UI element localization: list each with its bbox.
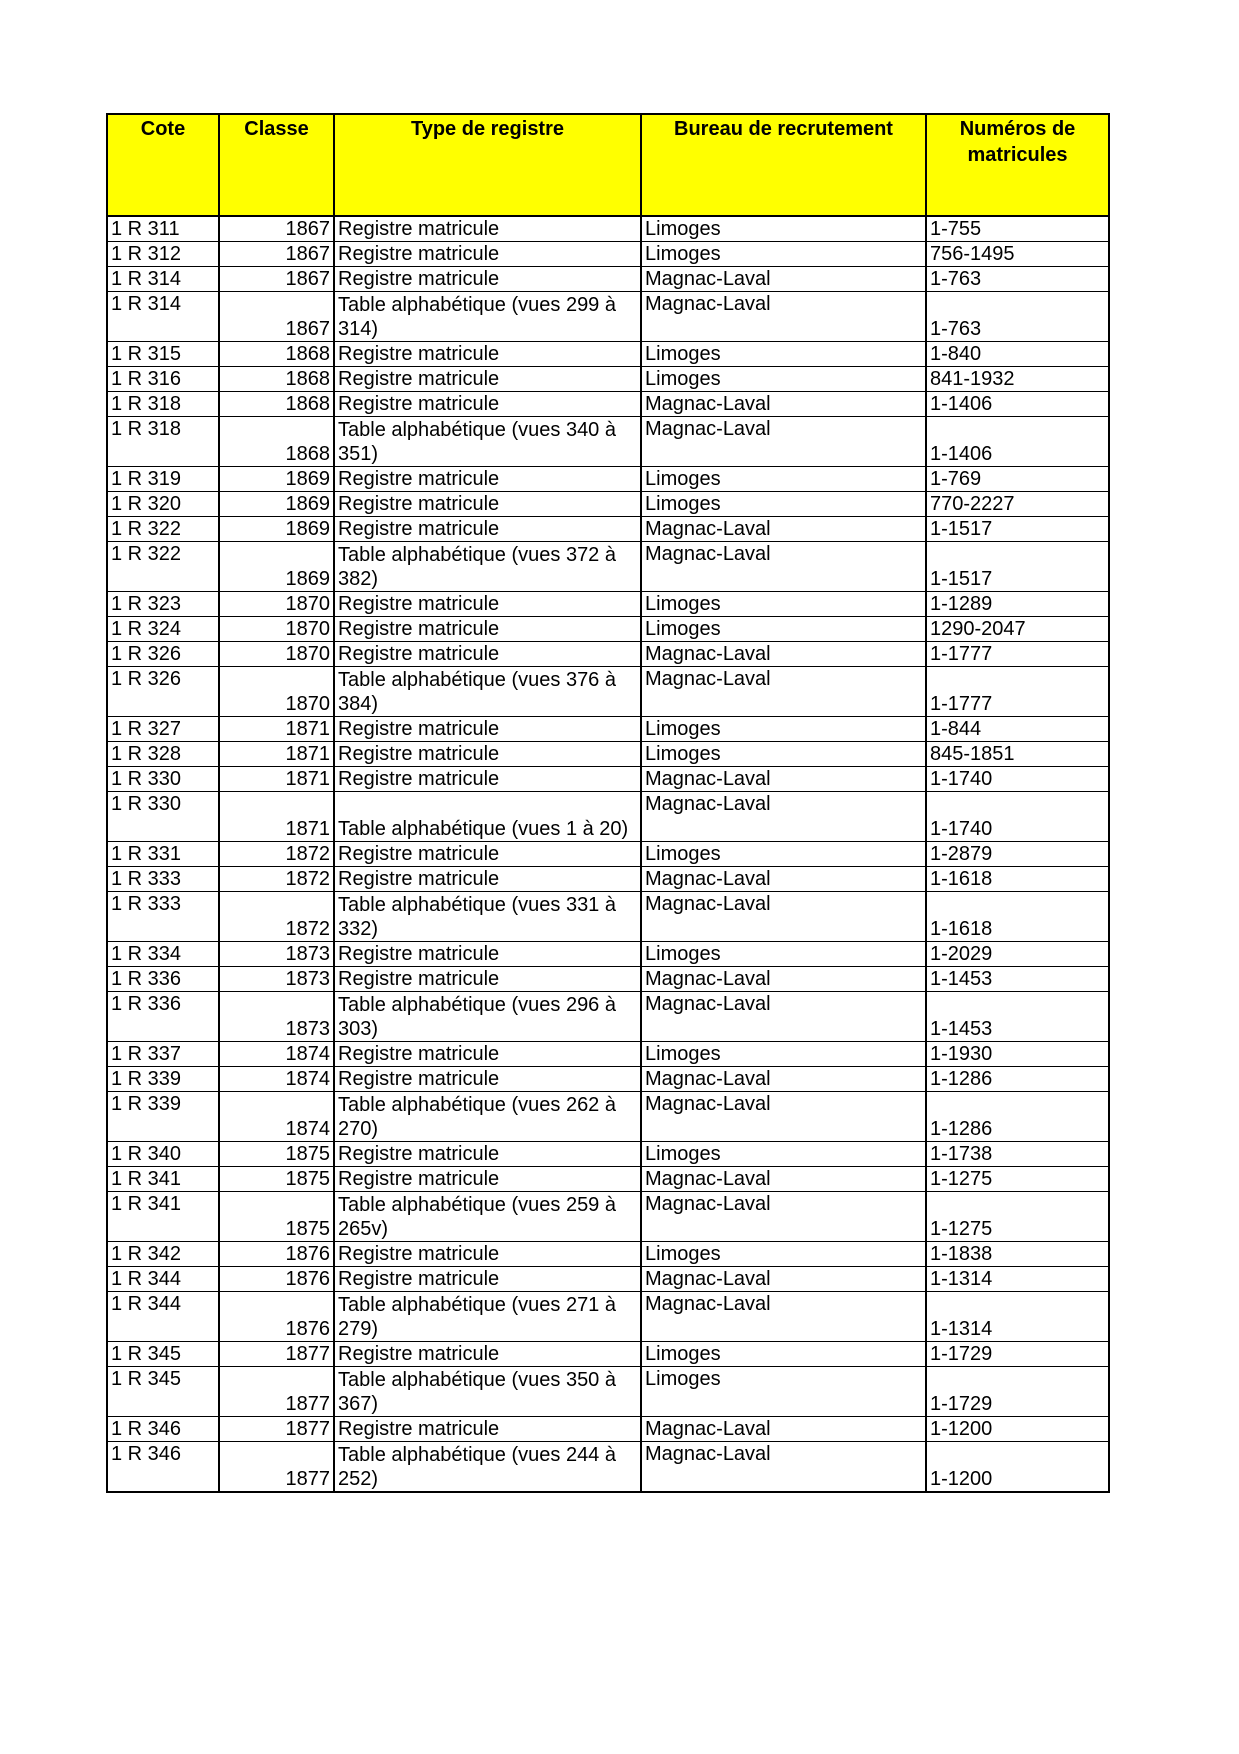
classe-cell: 1867 bbox=[219, 242, 334, 267]
classe-cell: 1877 bbox=[219, 1342, 334, 1367]
type-cell: Table alphabétique (vues 244 à 252) bbox=[334, 1442, 641, 1493]
classe-cell: 1871 bbox=[219, 792, 334, 842]
cote-cell: 1 R 328 bbox=[107, 742, 219, 767]
bureau-cell: Magnac-Laval bbox=[641, 1092, 926, 1142]
type-cell: Table alphabétique (vues 340 à 351) bbox=[334, 417, 641, 467]
cote-cell: 1 R 341 bbox=[107, 1167, 219, 1192]
numeros-cell: 1-1738 bbox=[926, 1142, 1109, 1167]
type-cell: Registre matricule bbox=[334, 642, 641, 667]
classe-cell: 1874 bbox=[219, 1042, 334, 1067]
numeros-cell: 841-1932 bbox=[926, 367, 1109, 392]
header-type-de-registre: Type de registre bbox=[334, 114, 641, 216]
classe-cell: 1867 bbox=[219, 292, 334, 342]
type-cell: Registre matricule bbox=[334, 467, 641, 492]
type-cell: Registre matricule bbox=[334, 216, 641, 242]
cote-cell: 1 R 331 bbox=[107, 842, 219, 867]
bureau-cell: Magnac-Laval bbox=[641, 1417, 926, 1442]
numeros-cell: 1-1517 bbox=[926, 517, 1109, 542]
classe-cell: 1873 bbox=[219, 992, 334, 1042]
bureau-cell: Limoges bbox=[641, 1242, 926, 1267]
type-cell: Registre matricule bbox=[334, 767, 641, 792]
cote-cell: 1 R 333 bbox=[107, 892, 219, 942]
table-row bbox=[107, 1092, 1109, 1142]
bureau-cell: Magnac-Laval bbox=[641, 667, 926, 717]
classe-cell: 1869 bbox=[219, 542, 334, 592]
table-row bbox=[107, 517, 1109, 542]
cote-cell: 1 R 330 bbox=[107, 792, 219, 842]
cote-cell: 1 R 322 bbox=[107, 517, 219, 542]
type-cell: Registre matricule bbox=[334, 517, 641, 542]
bureau-cell: Limoges bbox=[641, 342, 926, 367]
table-row bbox=[107, 942, 1109, 967]
cote-cell: 1 R 318 bbox=[107, 417, 219, 467]
table-row bbox=[107, 1342, 1109, 1367]
classe-cell: 1876 bbox=[219, 1242, 334, 1267]
numeros-cell: 1-1729 bbox=[926, 1342, 1109, 1367]
table-row bbox=[107, 842, 1109, 867]
numeros-cell: 1-1286 bbox=[926, 1092, 1109, 1142]
numeros-cell: 1-1275 bbox=[926, 1192, 1109, 1242]
table-row bbox=[107, 892, 1109, 942]
type-cell: Table alphabétique (vues 350 à 367) bbox=[334, 1367, 641, 1417]
bureau-cell: Magnac-Laval bbox=[641, 517, 926, 542]
cote-cell: 1 R 344 bbox=[107, 1267, 219, 1292]
bureau-cell: Limoges bbox=[641, 492, 926, 517]
cote-cell: 1 R 337 bbox=[107, 1042, 219, 1067]
cote-cell: 1 R 316 bbox=[107, 367, 219, 392]
type-cell: Table alphabétique (vues 259 à 265v) bbox=[334, 1192, 641, 1242]
cote-cell: 1 R 330 bbox=[107, 767, 219, 792]
numeros-cell: 1-1314 bbox=[926, 1267, 1109, 1292]
classe-cell: 1876 bbox=[219, 1292, 334, 1342]
classe-cell: 1868 bbox=[219, 367, 334, 392]
type-cell: Table alphabétique (vues 296 à 303) bbox=[334, 992, 641, 1042]
type-cell: Table alphabétique (vues 372 à 382) bbox=[334, 542, 641, 592]
type-cell: Registre matricule bbox=[334, 1042, 641, 1067]
cote-cell: 1 R 345 bbox=[107, 1367, 219, 1417]
table-row bbox=[107, 742, 1109, 767]
type-cell: Registre matricule bbox=[334, 492, 641, 517]
bureau-cell: Magnac-Laval bbox=[641, 642, 926, 667]
bureau-cell: Limoges bbox=[641, 717, 926, 742]
bureau-cell: Magnac-Laval bbox=[641, 992, 926, 1042]
bureau-cell: Limoges bbox=[641, 592, 926, 617]
type-cell: Registre matricule bbox=[334, 367, 641, 392]
type-cell: Registre matricule bbox=[334, 967, 641, 992]
bureau-cell: Limoges bbox=[641, 1342, 926, 1367]
numeros-cell: 1-1618 bbox=[926, 867, 1109, 892]
type-cell: Registre matricule bbox=[334, 1067, 641, 1092]
classe-cell: 1873 bbox=[219, 942, 334, 967]
numeros-cell: 1-1740 bbox=[926, 767, 1109, 792]
type-cell: Registre matricule bbox=[334, 842, 641, 867]
cote-cell: 1 R 323 bbox=[107, 592, 219, 617]
cote-cell: 1 R 344 bbox=[107, 1292, 219, 1342]
type-cell: Table alphabétique (vues 1 à 20) bbox=[334, 792, 641, 842]
cote-cell: 1 R 312 bbox=[107, 242, 219, 267]
cote-cell: 1 R 324 bbox=[107, 617, 219, 642]
cote-cell: 1 R 333 bbox=[107, 867, 219, 892]
classe-cell: 1870 bbox=[219, 592, 334, 617]
table-row bbox=[107, 342, 1109, 367]
numeros-cell: 1-1729 bbox=[926, 1367, 1109, 1417]
table-row bbox=[107, 1067, 1109, 1092]
type-cell: Table alphabétique (vues 262 à 270) bbox=[334, 1092, 641, 1142]
table-row bbox=[107, 617, 1109, 642]
table-row bbox=[107, 592, 1109, 617]
type-cell: Registre matricule bbox=[334, 942, 641, 967]
type-cell: Table alphabétique (vues 271 à 279) bbox=[334, 1292, 641, 1342]
bureau-cell: Magnac-Laval bbox=[641, 417, 926, 467]
numeros-cell: 1-769 bbox=[926, 467, 1109, 492]
classe-cell: 1870 bbox=[219, 667, 334, 717]
cote-cell: 1 R 322 bbox=[107, 542, 219, 592]
cote-cell: 1 R 336 bbox=[107, 992, 219, 1042]
numeros-cell: 1-1517 bbox=[926, 542, 1109, 592]
table-row bbox=[107, 992, 1109, 1042]
classe-cell: 1877 bbox=[219, 1367, 334, 1417]
numeros-cell: 1-1314 bbox=[926, 1292, 1109, 1342]
header-numeros-de-matricules: Numéros de matricules bbox=[926, 114, 1109, 216]
table-row bbox=[107, 792, 1109, 842]
table-row bbox=[107, 1167, 1109, 1192]
bureau-cell: Magnac-Laval bbox=[641, 892, 926, 942]
bureau-cell: Magnac-Laval bbox=[641, 1267, 926, 1292]
classe-cell: 1869 bbox=[219, 467, 334, 492]
numeros-cell: 1-1275 bbox=[926, 1167, 1109, 1192]
bureau-cell: Magnac-Laval bbox=[641, 1292, 926, 1342]
header-cote: Cote bbox=[107, 114, 219, 216]
table-row bbox=[107, 967, 1109, 992]
type-cell: Registre matricule bbox=[334, 1142, 641, 1167]
classe-cell: 1868 bbox=[219, 417, 334, 467]
table-row bbox=[107, 467, 1109, 492]
bureau-cell: Magnac-Laval bbox=[641, 292, 926, 342]
numeros-cell: 1-1200 bbox=[926, 1442, 1109, 1493]
cote-cell: 1 R 314 bbox=[107, 292, 219, 342]
classe-cell: 1875 bbox=[219, 1142, 334, 1167]
bureau-cell: Magnac-Laval bbox=[641, 792, 926, 842]
table-row bbox=[107, 542, 1109, 592]
numeros-cell: 756-1495 bbox=[926, 242, 1109, 267]
bureau-cell: Limoges bbox=[641, 942, 926, 967]
type-cell: Registre matricule bbox=[334, 617, 641, 642]
cote-cell: 1 R 326 bbox=[107, 667, 219, 717]
table-row bbox=[107, 1042, 1109, 1067]
table-row bbox=[107, 1292, 1109, 1342]
cote-cell: 1 R 336 bbox=[107, 967, 219, 992]
type-cell: Registre matricule bbox=[334, 267, 641, 292]
numeros-cell: 1-1453 bbox=[926, 992, 1109, 1042]
cote-cell: 1 R 345 bbox=[107, 1342, 219, 1367]
classe-cell: 1877 bbox=[219, 1417, 334, 1442]
numeros-cell: 1-844 bbox=[926, 717, 1109, 742]
cote-cell: 1 R 346 bbox=[107, 1417, 219, 1442]
type-cell: Registre matricule bbox=[334, 1267, 641, 1292]
table-row bbox=[107, 1417, 1109, 1442]
numeros-cell: 770-2227 bbox=[926, 492, 1109, 517]
classe-cell: 1875 bbox=[219, 1167, 334, 1192]
numeros-cell: 1-1777 bbox=[926, 642, 1109, 667]
type-cell: Table alphabétique (vues 376 à 384) bbox=[334, 667, 641, 717]
numeros-cell: 1-840 bbox=[926, 342, 1109, 367]
classe-cell: 1867 bbox=[219, 216, 334, 242]
numeros-cell: 1-1930 bbox=[926, 1042, 1109, 1067]
classe-cell: 1872 bbox=[219, 842, 334, 867]
cote-cell: 1 R 320 bbox=[107, 492, 219, 517]
type-cell: Table alphabétique (vues 299 à 314) bbox=[334, 292, 641, 342]
type-cell: Registre matricule bbox=[334, 592, 641, 617]
numeros-cell: 1-1406 bbox=[926, 392, 1109, 417]
classe-cell: 1871 bbox=[219, 767, 334, 792]
cote-cell: 1 R 311 bbox=[107, 216, 219, 242]
classe-cell: 1872 bbox=[219, 867, 334, 892]
type-cell: Registre matricule bbox=[334, 717, 641, 742]
classe-cell: 1870 bbox=[219, 617, 334, 642]
classe-cell: 1877 bbox=[219, 1442, 334, 1493]
classe-cell: 1869 bbox=[219, 492, 334, 517]
cote-cell: 1 R 326 bbox=[107, 642, 219, 667]
type-cell: Registre matricule bbox=[334, 1417, 641, 1442]
bureau-cell: Magnac-Laval bbox=[641, 967, 926, 992]
table-row bbox=[107, 867, 1109, 892]
bureau-cell: Magnac-Laval bbox=[641, 392, 926, 417]
classe-cell: 1870 bbox=[219, 642, 334, 667]
classe-cell: 1871 bbox=[219, 717, 334, 742]
bureau-cell: Magnac-Laval bbox=[641, 1192, 926, 1242]
classe-cell: 1873 bbox=[219, 967, 334, 992]
cote-cell: 1 R 334 bbox=[107, 942, 219, 967]
table-row bbox=[107, 292, 1109, 342]
numeros-cell: 1-1200 bbox=[926, 1417, 1109, 1442]
bureau-cell: Limoges bbox=[641, 242, 926, 267]
header-classe: Classe bbox=[219, 114, 334, 216]
classe-cell: 1874 bbox=[219, 1092, 334, 1142]
cote-cell: 1 R 346 bbox=[107, 1442, 219, 1493]
cote-cell: 1 R 327 bbox=[107, 717, 219, 742]
type-cell: Registre matricule bbox=[334, 392, 641, 417]
numeros-cell: 1-1289 bbox=[926, 592, 1109, 617]
type-cell: Registre matricule bbox=[334, 867, 641, 892]
bureau-cell: Limoges bbox=[641, 1142, 926, 1167]
table-row bbox=[107, 367, 1109, 392]
numeros-cell: 1-755 bbox=[926, 216, 1109, 242]
cote-cell: 1 R 318 bbox=[107, 392, 219, 417]
bureau-cell: Limoges bbox=[641, 367, 926, 392]
table-row bbox=[107, 1267, 1109, 1292]
bureau-cell: Limoges bbox=[641, 742, 926, 767]
cote-cell: 1 R 342 bbox=[107, 1242, 219, 1267]
classe-cell: 1876 bbox=[219, 1267, 334, 1292]
bureau-cell: Magnac-Laval bbox=[641, 1167, 926, 1192]
numeros-cell: 1-763 bbox=[926, 292, 1109, 342]
table-body bbox=[107, 216, 1109, 1492]
bureau-cell: Limoges bbox=[641, 1042, 926, 1067]
registre-table bbox=[106, 113, 1110, 1493]
classe-cell: 1871 bbox=[219, 742, 334, 767]
bureau-cell: Limoges bbox=[641, 216, 926, 242]
table-row bbox=[107, 1242, 1109, 1267]
type-cell: Registre matricule bbox=[334, 1342, 641, 1367]
numeros-cell: 1-1453 bbox=[926, 967, 1109, 992]
table-row bbox=[107, 767, 1109, 792]
cote-cell: 1 R 341 bbox=[107, 1192, 219, 1242]
bureau-cell: Magnac-Laval bbox=[641, 542, 926, 592]
type-cell: Registre matricule bbox=[334, 742, 641, 767]
bureau-cell: Limoges bbox=[641, 1367, 926, 1417]
bureau-cell: Limoges bbox=[641, 467, 926, 492]
numeros-cell: 1-2879 bbox=[926, 842, 1109, 867]
cote-cell: 1 R 339 bbox=[107, 1092, 219, 1142]
classe-cell: 1875 bbox=[219, 1192, 334, 1242]
bureau-cell: Limoges bbox=[641, 617, 926, 642]
table-row bbox=[107, 1442, 1109, 1493]
bureau-cell: Magnac-Laval bbox=[641, 767, 926, 792]
numeros-cell: 1-1618 bbox=[926, 892, 1109, 942]
numeros-cell: 1290-2047 bbox=[926, 617, 1109, 642]
table-row bbox=[107, 417, 1109, 467]
table-row bbox=[107, 216, 1109, 242]
header-bureau-de-recrutement: Bureau de recrutement bbox=[641, 114, 926, 216]
table-row bbox=[107, 1192, 1109, 1242]
type-cell: Registre matricule bbox=[334, 342, 641, 367]
table-row bbox=[107, 392, 1109, 417]
numeros-cell: 1-763 bbox=[926, 267, 1109, 292]
type-cell: Registre matricule bbox=[334, 1167, 641, 1192]
bureau-cell: Magnac-Laval bbox=[641, 1442, 926, 1493]
type-cell: Registre matricule bbox=[334, 242, 641, 267]
cote-cell: 1 R 315 bbox=[107, 342, 219, 367]
document-page bbox=[106, 113, 1108, 1493]
table-row bbox=[107, 1367, 1109, 1417]
table-row bbox=[107, 492, 1109, 517]
table-row bbox=[107, 242, 1109, 267]
bureau-cell: Limoges bbox=[641, 842, 926, 867]
cote-cell: 1 R 339 bbox=[107, 1067, 219, 1092]
cote-cell: 1 R 340 bbox=[107, 1142, 219, 1167]
type-cell: Table alphabétique (vues 331 à 332) bbox=[334, 892, 641, 942]
numeros-cell: 1-1838 bbox=[926, 1242, 1109, 1267]
numeros-cell: 1-1406 bbox=[926, 417, 1109, 467]
numeros-cell: 845-1851 bbox=[926, 742, 1109, 767]
table-row bbox=[107, 1142, 1109, 1167]
numeros-cell: 1-1777 bbox=[926, 667, 1109, 717]
table-header-row bbox=[107, 114, 1109, 216]
cote-cell: 1 R 319 bbox=[107, 467, 219, 492]
numeros-cell: 1-2029 bbox=[926, 942, 1109, 967]
table-row bbox=[107, 267, 1109, 292]
table-row bbox=[107, 717, 1109, 742]
type-cell: Registre matricule bbox=[334, 1242, 641, 1267]
classe-cell: 1869 bbox=[219, 517, 334, 542]
classe-cell: 1868 bbox=[219, 392, 334, 417]
classe-cell: 1872 bbox=[219, 892, 334, 942]
cote-cell: 1 R 314 bbox=[107, 267, 219, 292]
table-row bbox=[107, 667, 1109, 717]
table-row bbox=[107, 642, 1109, 667]
classe-cell: 1867 bbox=[219, 267, 334, 292]
numeros-cell: 1-1286 bbox=[926, 1067, 1109, 1092]
classe-cell: 1874 bbox=[219, 1067, 334, 1092]
bureau-cell: Magnac-Laval bbox=[641, 267, 926, 292]
classe-cell: 1868 bbox=[219, 342, 334, 367]
bureau-cell: Magnac-Laval bbox=[641, 867, 926, 892]
numeros-cell: 1-1740 bbox=[926, 792, 1109, 842]
bureau-cell: Magnac-Laval bbox=[641, 1067, 926, 1092]
